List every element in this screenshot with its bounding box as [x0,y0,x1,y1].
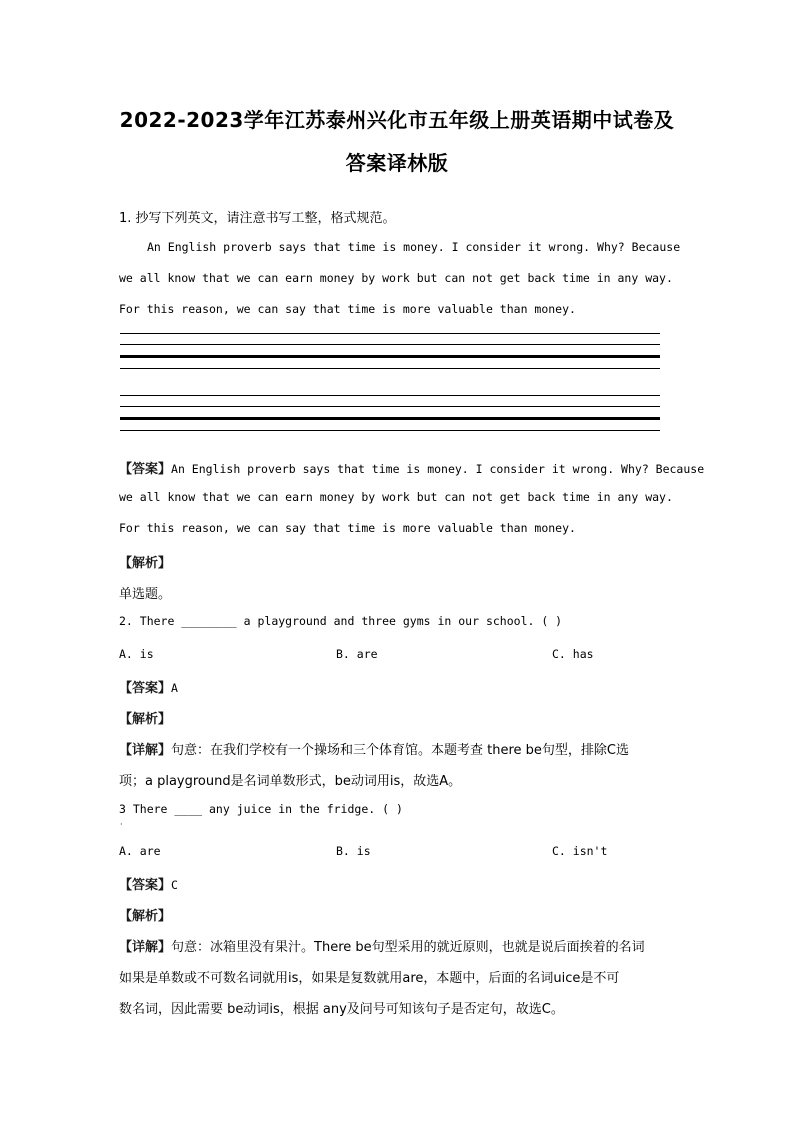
q3-analysis-tag: 【解析】 [119,909,172,924]
q3-option-a: A. are [119,844,161,858]
q1-passage-line-2: we all know that we can earn money by work but can not get back time in any way. [119,271,673,285]
q3-question: 3 There ____ any juice in the fridge. ( ) [119,802,403,816]
q2-option-c: C. has [552,647,594,661]
q1-prompt: 1. 抄写下列英文，请注意书写工整，格式规范。 [119,211,396,226]
q2-question: 2. There ________ a playground and three gyms in our school. ( ) [119,614,563,628]
answer-tag: 【答案】 [119,462,172,477]
q1-answer-line-1 [119,458,704,477]
q2-option-b: B. are [336,647,378,661]
q1-analysis-tag: 【解析】 [119,556,172,571]
detail-tag: 【详解】 [119,743,172,758]
stray-dot-mark: · [120,820,123,829]
q2-option-a: A. is [119,647,154,661]
q3-detail-line-1 [119,936,645,955]
q1-passage-line-1: An English proverb says that time is money. I consider it wrong. Why? Because [147,240,681,254]
q3-answer-line [119,874,178,893]
q3-detail-line-3: 数名词，因此需要 be动词is，根据 any及问号可知该句子是否定句，故选C。 [119,1002,564,1017]
document-title-line-1: 2022-2023学年江苏泰州兴化市五年级上册英语期中试卷及 [119,108,675,132]
q2-answer-value: A [171,681,178,695]
q1-answer-line-3: For this reason, we can say that time is more valuable than money. [119,521,576,535]
detail-tag: 【详解】 [119,940,172,955]
q3-answer-value: C [171,878,178,892]
q2-analysis-tag: 【解析】 [119,712,172,727]
q3-option-c: C. isn't [552,844,608,858]
q3-option-b: B. is [336,844,371,858]
q1-answer-line-2: we all know that we can earn money by work but can not get back time in any way. [119,490,673,504]
q2-detail-text-1: 句意：在我们学校有一个操场和三个体育馆。本题考查 there be句型，排除C选 [171,743,629,758]
q3-detail-text-1: 句意：冰箱里没有果汁。There be句型采用的就近原则，也就是说后面挨着的名词 [171,940,645,955]
q1-passage-line-3: For this reason, we can say that time is more valuable than money. [119,302,576,316]
answer-tag: 【答案】 [119,681,172,696]
q2-detail-line-2: 项；a playground是名词单数形式，be动词用is，故选A。 [119,774,462,789]
document-title-line-2: 答案译林版 [345,151,449,175]
q2-detail-line-1 [119,739,629,758]
answer-tag: 【答案】 [119,878,172,893]
q3-detail-line-2: 如果是单数或不可数名词就用is，如果是复数就用are，本题中，后面的名词uice是不可 [119,971,620,986]
q1-analysis-text: 单选题。 [119,587,172,602]
q2-answer-line [119,677,178,696]
q1-answer-text-1: An English proverb says that time is money. I consider it wrong. Why? Because [171,462,705,476]
